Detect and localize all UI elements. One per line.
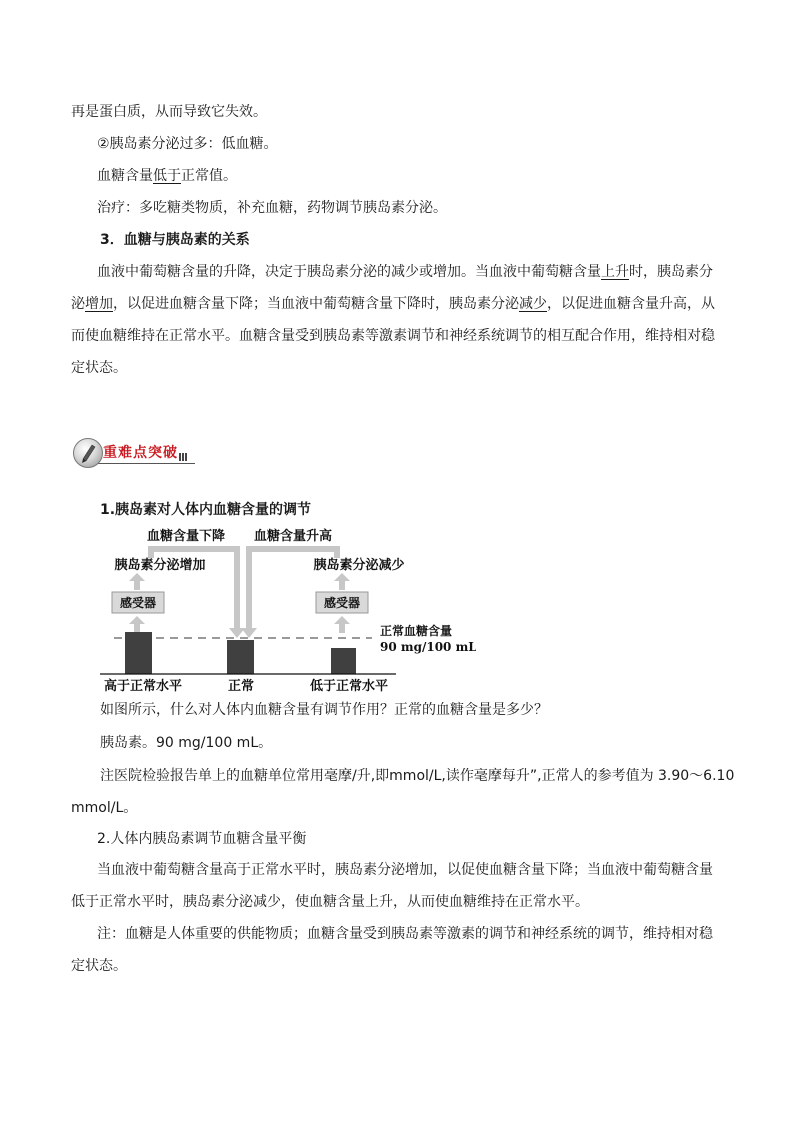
text-run: 时，胰岛素分 — [629, 264, 713, 280]
receptor-label-left: 感受器 — [119, 596, 157, 610]
underlined-text: 增加 — [85, 296, 113, 312]
text-run: ，以促进血糖含量升高，从 — [547, 296, 715, 312]
text-run: 正常值。 — [181, 168, 237, 184]
paragraph-line: 治疗：多吃糖类物质，补充血糖，药物调节胰岛素分泌。 — [97, 200, 447, 216]
note-line: 定状态。 — [71, 958, 127, 974]
diagram-right-label: 胰岛素分泌减少 — [313, 558, 405, 573]
normal-level-value: 90 mg/100 mL — [380, 640, 476, 654]
note-line: mmol/L。 — [71, 800, 138, 816]
paragraph-line: 当血液中葡萄糖含量高于正常水平时，胰岛素分泌增加，以促使血糖含量下降；当血液中葡萄糖含量 — [97, 862, 713, 878]
subsection-title: 1.胰岛素对人体内血糖含量的调节 — [100, 502, 312, 518]
paragraph-line: 而使血糖维持在正常水平。血糖含量受到胰岛素等激素调节和神经系统调节的相互配合作用，维持相对稳 — [71, 328, 715, 344]
text-run: ，以促进血糖含量下降；当血液中葡萄糖含量下降时，胰岛素分泌 — [113, 296, 519, 312]
up-arrow-right — [334, 573, 350, 590]
underlined-text: 低于 — [153, 168, 181, 184]
text-run: 泌 — [71, 296, 85, 312]
bar-normal — [227, 640, 254, 674]
section-banner — [73, 440, 195, 466]
paragraph-line: 定状态。 — [71, 360, 127, 376]
paragraph-line: ②胰岛素分泌过多：低血糖。 — [97, 136, 278, 152]
paragraph-line — [97, 256, 713, 289]
banner-title: 重难点突破 — [103, 445, 178, 461]
normal-level-label: 正常血糖含量 — [380, 624, 453, 638]
up-arrow-left — [129, 573, 145, 590]
paragraph-line: 再是蛋白质，从而导致它失效。 — [71, 104, 267, 120]
paragraph-line: 低于正常水平时，胰岛素分泌减少，使血糖含量上升，从而使血糖维持在正常水平。 — [71, 894, 589, 910]
bottom-left-label: 高于正常水平 — [103, 679, 183, 694]
paragraph-line — [71, 288, 715, 321]
bottom-mid-label: 正常 — [227, 679, 255, 694]
bar-low — [331, 648, 356, 674]
up-arrow-left-lower — [129, 616, 145, 633]
diagram-top-left-label: 血糖含量下降 — [146, 529, 226, 544]
underlined-text: 减少 — [519, 296, 547, 312]
note-line: 注：血糖是人体重要的供能物质；血糖含量受到胰岛素等激素的调节和神经系统的调节，维持相对稳 — [97, 926, 713, 942]
blood-sugar-regulation-diagram — [96, 522, 476, 697]
text-run: 血液中葡萄糖含量的升降，决定于胰岛素分泌的减少或增加。当血液中葡萄糖含量 — [97, 264, 601, 280]
subsection-title: 2.人体内胰岛素调节血糖含量平衡 — [97, 831, 307, 847]
diagram-left-label: 胰岛素分泌增加 — [114, 558, 206, 573]
bottom-right-label: 低于正常水平 — [309, 679, 389, 694]
up-arrow-right-lower — [334, 616, 350, 633]
answer-line: 胰岛素。90 mg/100 mL。 — [100, 735, 273, 751]
bar-high — [125, 632, 152, 674]
question-line: 如图所示，什么对人体内血糖含量有调节作用？正常的血糖含量是多少？ — [100, 702, 548, 718]
text-run: 血糖含量 — [97, 168, 153, 184]
paragraph-line — [97, 160, 237, 193]
note-line: 注医院检验报告单上的血糖单位常用毫摩/升,即mmol/L,读作毫摩每升”,正常人的参考值为 3.90～6.10 — [100, 768, 735, 784]
underlined-text: 上升 — [601, 264, 629, 280]
receptor-label-right: 感受器 — [323, 596, 361, 610]
banner-dots — [179, 453, 187, 461]
section-heading: 3．血糖与胰岛素的关系 — [100, 232, 250, 248]
banner-underline — [93, 463, 195, 464]
pen-icon — [73, 438, 103, 468]
diagram-top-right-label: 血糖含量升高 — [253, 529, 333, 544]
